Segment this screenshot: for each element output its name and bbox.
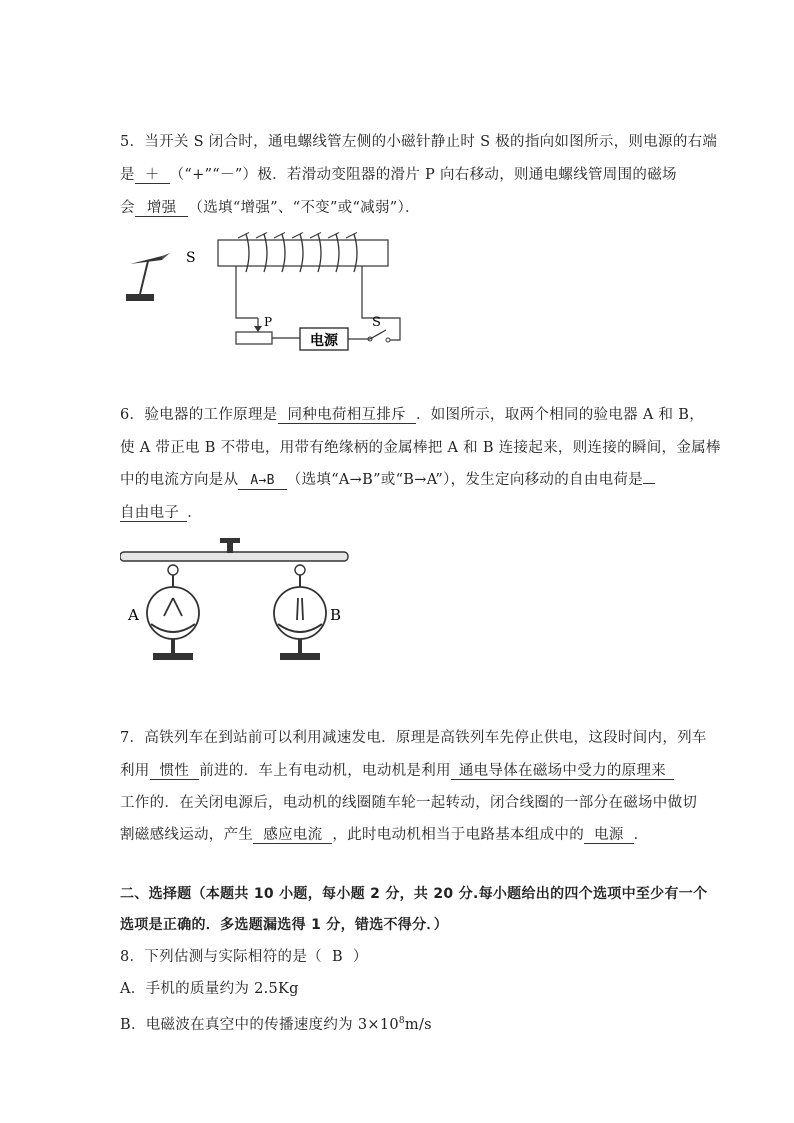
q8-option-b — [120, 1012, 432, 1034]
q8-option-a: A．手机的质量约为 2.5Kg — [120, 981, 299, 997]
q6-line-3-pre: 中的电流方向是从 — [120, 472, 239, 488]
q7-line-3: 工作的．在关闭电源后，电动机的线圈随车轮一起转动，闭合线圈的一部分在磁场中做切 — [120, 795, 698, 811]
power-source-label: 电源 — [310, 333, 338, 349]
section-2-heading-line-1: 二、选择题（本题共 10 小题，每小题 2 分，共 20 分.每小题给出的四个选项中至少有一个 — [120, 886, 708, 902]
q6-line-3 — [120, 471, 655, 490]
electroscope-b-label: B — [330, 606, 342, 624]
q5-solenoid-circuit-figure — [118, 226, 408, 362]
q5-answer-pole: ＋ — [135, 167, 170, 184]
metal-rod — [120, 552, 348, 561]
electroscope-b-icon — [274, 565, 326, 660]
q7-line-4-mid: ，此时电动机相当于电路基本组成中的 — [332, 827, 585, 843]
q7-line-1: 7．高铁列车在到站前可以利用减速发电．原理是高铁列车先停止供电，这段时间内，列车 — [120, 730, 707, 746]
q7-answer-power-source: 电源 — [584, 827, 634, 844]
q7-line-2-pre: 利用 — [120, 763, 150, 779]
q5-line-3-pre: 会 — [120, 200, 135, 216]
q6-line-1-pre: 6．验电器的工作原理是 — [120, 407, 278, 423]
q5-line-2-pre: 是 — [120, 167, 135, 183]
q6-electroscope-figure — [120, 536, 352, 678]
switch-label-s: S — [372, 315, 381, 330]
q5-line-1: 5．当开关 S 闭合时，通电螺线管左侧的小磁针静止时 S 极的指向如图所示，则电源的右端 — [120, 134, 718, 150]
compass-needle-icon — [126, 253, 170, 301]
q6-line-1-post: ．如图所示，取两个相同的验电器 A 和 B， — [415, 407, 704, 423]
q6-answer-charge: 自由电子 — [120, 505, 187, 522]
q7-line-2 — [120, 762, 674, 780]
q7-answer-motor-principle: 通电导体在磁场中受力的原理来 — [451, 763, 674, 780]
q8-option-b-post: m/s — [404, 1016, 432, 1033]
q8-stem-end: ） — [352, 949, 368, 965]
q5-line-3-post: （选填“增强”、“不变”或“减弱”）． — [188, 200, 420, 216]
q6-answer-direction: A→B — [238, 473, 286, 490]
q8-stem — [120, 948, 368, 966]
q7-line-4-pre: 割磁感线运动，产生 — [120, 827, 254, 843]
q6-line-4 — [120, 504, 202, 522]
electroscope-a-icon — [147, 565, 199, 660]
slider-label-p: P — [264, 315, 273, 329]
q6-line-3-mid: （选填“A→B”或“B→A”），发生定向移动的自由电荷是 — [286, 472, 644, 488]
section-2-heading-line-2: 选项是正确的．多选题漏选得 1 分，错选不得分．） — [120, 917, 448, 933]
q8-option-b-exponent: 8 — [398, 1016, 405, 1026]
q6-line-2: 使 A 带正电 B 不带电，用带有绝缘柄的金属棒把 A 和 B 连接起来，则连接的瞬间，金属棒 — [120, 440, 721, 456]
q5-answer-field: 增强 — [135, 200, 189, 217]
switch-icon — [348, 330, 390, 342]
q7-line-4-post: ． — [633, 827, 649, 843]
q6-line-1 — [120, 406, 704, 424]
q7-answer-inertia: 惯性 — [150, 763, 200, 780]
q8-answer: B — [331, 949, 343, 965]
q8-option-b-pre: B．电磁波在真空中的传播速度约为 3×10 — [120, 1016, 399, 1033]
q6-blank-start — [643, 483, 655, 484]
q6-line-4-post: ． — [187, 505, 203, 521]
needle-label-s: S — [186, 250, 196, 266]
q5-line-3 — [120, 199, 420, 217]
q5-line-2 — [120, 166, 677, 184]
q6-answer-principle: 同种电荷相互排斥 — [278, 407, 416, 424]
q8-stem-text: 8．下列估测与实际相符的是（ — [120, 949, 322, 965]
electroscope-a-label: A — [128, 606, 139, 624]
q7-line-2-mid: 前进的．车上有电动机，电动机是利用 — [199, 763, 451, 779]
q7-line-4 — [120, 826, 648, 844]
q7-answer-induced-current: 感应电流 — [253, 827, 332, 844]
q5-line-2-post: （“+”“－”）极．若滑动变阻器的滑片 P 向右移动，则通电螺线管周围的磁场 — [169, 167, 677, 183]
